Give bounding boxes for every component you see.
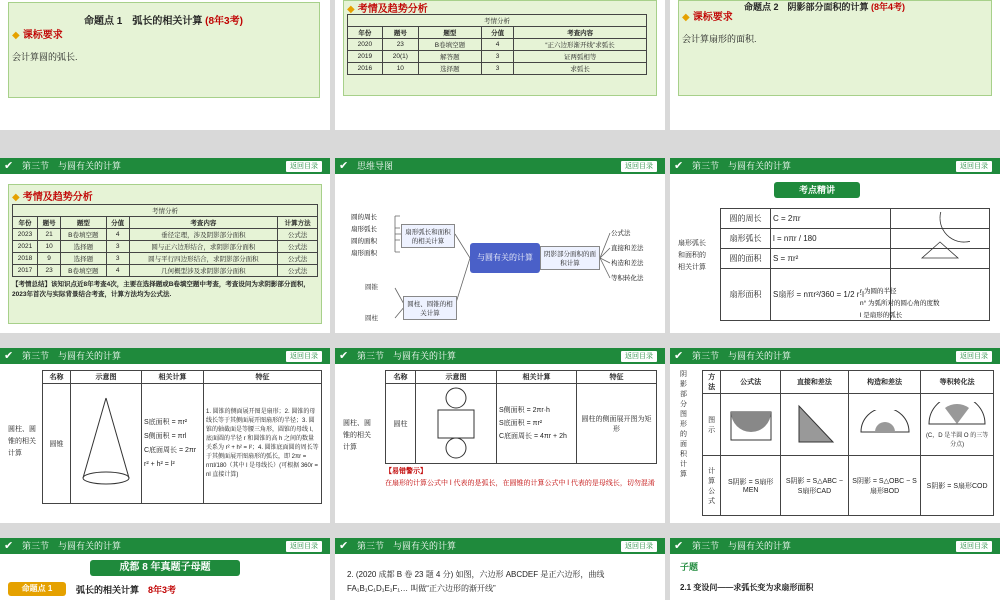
formula-value: C = 2πr	[771, 209, 891, 229]
side-label: 阴影部分图形的面积计算	[680, 371, 687, 478]
back-button[interactable]: 返回目录	[621, 161, 657, 172]
subtitle: 2.1 变设问——求弧长变为求扇形面积	[680, 583, 814, 592]
check-icon: ✔	[4, 160, 14, 172]
table-header-4: 考查内容	[129, 217, 277, 229]
table-header-3: 构造和差法	[848, 371, 920, 394]
back-button[interactable]: 返回目录	[621, 541, 657, 552]
table-cell: 圆与正六边形结合，求阴影部分面积	[129, 241, 277, 253]
formula-label: 扇形弧长	[721, 229, 771, 249]
tag: 子题	[680, 562, 699, 572]
table-cell: 证两弧相等	[514, 51, 647, 63]
slide-header: ✔ 第三节 与圆有关的计算 返回目录	[670, 348, 1000, 364]
table-cell: 10	[38, 241, 61, 253]
slide-7[interactable]	[0, 348, 330, 523]
bottom-item-cylinder: 圆柱	[365, 315, 378, 322]
slide-3[interactable]	[670, 0, 1000, 130]
table-header-1: 示意图	[416, 371, 497, 384]
table-header-0: 方法	[703, 371, 721, 394]
slide-10[interactable]	[0, 538, 330, 600]
table-cell: 选择题	[61, 253, 106, 265]
table-cell: 公式法	[278, 241, 318, 253]
req-text: 会计算圆的弧长.	[12, 52, 78, 62]
table-row	[13, 253, 318, 265]
center-node: 与圆有关的计算	[470, 243, 540, 273]
table-cell: 选择题	[61, 241, 106, 253]
formula-value: S = πr²	[771, 249, 891, 269]
method-diagram-3	[857, 410, 913, 438]
check-icon: ✔	[339, 350, 349, 362]
node-sector: 扇形弧长和面积的相关计算	[401, 224, 455, 248]
left-list	[351, 212, 395, 260]
section-title: ◆ 考情及趋势分析	[12, 192, 93, 203]
table-cell: 3	[481, 51, 513, 63]
node-cylinder-cone: 圆柱、圆锥的相关计算	[403, 296, 457, 320]
table-header-2: 题型	[61, 217, 106, 229]
table-cell: 10	[382, 63, 418, 75]
table-header-2: 直接和差法	[781, 371, 849, 394]
req-text: 会计算扇形的面积.	[682, 34, 757, 44]
point-title: 命题点 1 弧长的相关计算 (8年3考)	[84, 16, 243, 27]
table-cell: 4	[481, 39, 513, 51]
table-header-0: 名称	[43, 371, 71, 384]
table-header-3: 特征	[577, 371, 657, 384]
table-cell: 4	[106, 265, 129, 277]
table-cell: 2018	[13, 253, 38, 265]
bottom-item-cone: 圆锥	[365, 284, 378, 291]
warn-text: 在扇形的计算公式中 l 代表的是弧长，在圆锥的计算公式中 l 代表的是母线长，切勿混淆	[385, 480, 655, 487]
table-caption: 考情分析	[13, 205, 318, 217]
check-icon: ✔	[674, 160, 684, 172]
table-caption: 考情分析	[348, 15, 647, 27]
table-cell: 公式法	[278, 253, 318, 265]
banner: 考点精讲	[774, 182, 860, 198]
check-icon: ✔	[674, 540, 684, 552]
table-header-2: 题型	[418, 27, 481, 39]
table-cell: 求弧长	[514, 63, 647, 75]
calc-line: S底面积 = πr²	[499, 420, 543, 427]
table-cell: 2021	[13, 241, 38, 253]
calc-line: C底面周长 = 2πr	[144, 446, 197, 454]
row-label-diagram: 图示	[703, 394, 721, 456]
check-icon: ✔	[339, 540, 349, 552]
table-cell: 2016	[348, 63, 383, 75]
check-icon: ✔	[4, 540, 14, 552]
back-button[interactable]: 返回目录	[956, 161, 992, 172]
table-cell: 公式法	[278, 265, 318, 277]
table-row	[348, 63, 647, 75]
formula-value: S扇形 = nπr²/360 = 1/2 r·l	[771, 269, 891, 321]
mind-leaf: 扇形弧长	[351, 226, 377, 233]
formula-4: S阴影 = S扇形COD	[921, 456, 994, 516]
table-cell: B卷填空题	[418, 39, 481, 51]
method-diagram-2	[789, 402, 839, 446]
side-label: 圆柱、圆锥的相关计算	[8, 426, 36, 457]
table-cell: 9	[38, 253, 61, 265]
formula-label: 扇形面积	[721, 269, 771, 321]
calc-line: S侧面积 = 2πr·h	[499, 407, 550, 414]
slide-header: ✔ 思维导图 返回目录	[335, 158, 665, 174]
table-cell: 23	[38, 265, 61, 277]
slide-header: ✔ 第三节 与圆有关的计算 返回目录	[670, 158, 1000, 174]
slide-header: ✔ 第三节 与圆有关的计算 返回目录	[335, 538, 665, 554]
row-name: 圆柱	[386, 384, 416, 464]
cylinder-diagram	[418, 386, 494, 460]
table-cell: 2017	[13, 265, 38, 277]
slide-8[interactable]	[335, 348, 665, 523]
check-icon: ✔	[339, 160, 349, 172]
feature-cell: 1. 圆锥的侧面展开图是扇形；2. 圆锥的母线长等于其侧面展开图扇形的半径；3. 圆锥的轴截面是等腰三角形，圆锥的母线 l、底面圆的半径 r 和圆锥的高 h 之间的数量关系为 r² + h² = l²；4. 圆锥底面圆的周长等于其侧面展开图扇形的弧长，即 2πr = nπl/180（其中 l 是母线长）(可根据 360r = nl 直接计算)	[204, 384, 322, 504]
formula-label: 圆的周长	[721, 209, 771, 229]
diamond-icon: ◆	[347, 4, 355, 15]
slide-6[interactable]	[670, 158, 1000, 333]
right-list	[611, 226, 661, 286]
method-table	[702, 370, 994, 516]
table-cell: B卷填空题	[61, 265, 106, 277]
table-header-3: 分值	[106, 217, 129, 229]
table-cell: 20(1)	[382, 51, 418, 63]
table-cell: 圆与平行四边形结合，求阴影部分面积	[129, 253, 277, 265]
calc-line: S侧面积 = πrl	[144, 432, 187, 440]
exam-table	[12, 204, 318, 277]
slide-11[interactable]	[335, 538, 665, 600]
table-header-3: 特征	[204, 371, 322, 384]
mind-leaf: 公式法	[611, 230, 631, 237]
table-header-2: 相关计算	[142, 371, 204, 384]
formula-label: 圆的面积	[721, 249, 771, 269]
banner: 成都 8 年真题子母题	[90, 560, 240, 576]
table-cell: “正六边形渐开线”求弧长	[514, 39, 647, 51]
table-header-1: 公式法	[721, 371, 781, 394]
warn-title: 【易错警示】	[385, 468, 427, 475]
slide-header: ✔ 第三节 与圆有关的计算 返回目录	[0, 348, 330, 364]
calc-line: S底面积 = πr²	[144, 418, 188, 426]
table-header-1: 题号	[38, 217, 61, 229]
slide-2[interactable]	[335, 0, 665, 130]
method-diagram-4	[925, 402, 989, 428]
node-shadow: 阴影部分面积的面积计算	[540, 246, 600, 270]
row-label-formula: 计算公式	[703, 456, 721, 516]
table-header-2: 相关计算	[497, 371, 577, 384]
slide-header: ✔ 第三节 与圆有关的计算 返回目录	[670, 538, 1000, 554]
method-note: (C，D 是半圆 O 的三等分点)	[925, 432, 989, 448]
slide-header: ✔ 第三节 与圆有关的计算 返回目录	[335, 348, 665, 364]
table-cell: 23	[382, 39, 418, 51]
back-button[interactable]: 返回目录	[956, 351, 992, 362]
table-cell: 垂径定理，涉及阴影部分面积	[129, 229, 277, 241]
mind-leaf: 直接和差法	[611, 245, 644, 252]
mind-leaf: 圆的面积	[351, 238, 377, 245]
table-header-1: 示意图	[71, 371, 142, 384]
slide-4[interactable]	[0, 158, 330, 333]
mind-leaf: 圆的周长	[351, 214, 377, 221]
table-row	[13, 265, 318, 277]
slide-1[interactable]	[0, 0, 330, 130]
formula-value: l = nπr / 180	[771, 229, 891, 249]
table-header-1: 题号	[382, 27, 418, 39]
table-row	[348, 51, 647, 63]
calc-cell	[497, 384, 577, 464]
note-line: l 是扇形的弧长	[860, 312, 903, 319]
table-header-4: 等积转化法	[921, 371, 994, 394]
req-title: ◆ 课标要求	[682, 12, 733, 23]
table-cell: 3	[481, 63, 513, 75]
side-label: 圆柱、圆锥的相关计算	[343, 420, 371, 451]
formula-3: S阴影 = S△OBC − S扇形BOD	[848, 456, 920, 516]
mind-leaf: 等积转化法	[611, 275, 644, 282]
table-header-3: 分值	[481, 27, 513, 39]
sector-diagram	[910, 212, 970, 262]
table-cell: 21	[38, 229, 61, 241]
feature-cell: 圆柱的侧面展开图为矩形	[577, 384, 657, 464]
mind-leaf: 扇形面积	[351, 250, 377, 257]
table-cell: B卷填空题	[61, 229, 106, 241]
calc-line: r² + h² = l²	[144, 460, 175, 468]
table-row	[348, 39, 647, 51]
table-row	[13, 241, 318, 253]
tag: 命题点 1	[8, 582, 66, 596]
cone-table	[42, 370, 322, 504]
notes	[860, 286, 995, 322]
mind-leaf: 构造和差法	[611, 260, 644, 267]
summary-text: 【考情总结】该知识点近8年考查4次，主要在选择题或B卷填空题中考查，考查设问为求阴影部分面积，2023年首次与实际背景结合考查，计算方法均为公式法.	[12, 281, 310, 298]
cone-diagram	[73, 388, 139, 498]
row-name: 圆锥	[43, 384, 71, 504]
table-cell: 3	[106, 241, 129, 253]
slide-12[interactable]	[670, 538, 1000, 600]
table-header-0: 名称	[386, 371, 416, 384]
exam-table	[347, 14, 647, 75]
table-cell: 几何概型涉及求阴影部分面积	[129, 265, 277, 277]
table-cell: 公式法	[278, 229, 318, 241]
req-title: ◆ 课标要求	[12, 30, 63, 41]
back-button[interactable]: 返回目录	[286, 351, 322, 362]
method-diagram-1	[725, 404, 777, 444]
slide-header: ✔ 第三节 与圆有关的计算 返回目录	[0, 158, 330, 174]
check-icon: ✔	[4, 350, 14, 362]
back-button[interactable]: 返回目录	[621, 351, 657, 362]
check-icon: ✔	[674, 350, 684, 362]
formula-1: S阴影 = S扇形MEN	[721, 456, 781, 516]
back-button[interactable]: 返回目录	[286, 161, 322, 172]
table-header-0: 年份	[348, 27, 383, 39]
table-cell: 解答题	[418, 51, 481, 63]
table-header-4: 考查内容	[514, 27, 647, 39]
table-cell: 选择题	[418, 63, 481, 75]
table-cell: 2019	[348, 51, 383, 63]
table-header-5: 计算方法	[278, 217, 318, 229]
diamond-icon: ◆	[12, 192, 20, 203]
side-label: 扇形弧长和面积的相关计算	[678, 240, 706, 271]
back-button[interactable]: 返回目录	[956, 541, 992, 552]
table-cell: 2023	[13, 229, 38, 241]
diamond-icon: ◆	[682, 12, 690, 23]
slide-5[interactable]	[335, 158, 665, 333]
question-text: 2. (2020 成都 B 卷 23 题 4 分) 如图，六边形 ABCDEF 是正六边形，曲线 FA₁B₁C₁D₁E₁F₁… 叫做“正六边形的渐开线”	[347, 570, 605, 593]
formula-2: S阴影 = S△ABC − S扇形CAD	[781, 456, 849, 516]
cylinder-table	[385, 370, 657, 464]
note-line: r 为圆的半径	[860, 288, 897, 295]
back-button[interactable]: 返回目录	[286, 541, 322, 552]
table-row	[13, 229, 318, 241]
table-cell: 2020	[348, 39, 383, 51]
slide-header: ✔ 第三节 与圆有关的计算 返回目录	[0, 538, 330, 554]
calc-cell	[142, 384, 204, 504]
slide-9[interactable]	[670, 348, 1000, 523]
section-title: ◆ 考情及趋势分析	[347, 4, 428, 15]
calc-line: C底面周长 = 4πr + 2h	[499, 433, 567, 440]
diamond-icon: ◆	[12, 30, 20, 41]
table-header-0: 年份	[13, 217, 38, 229]
note-line: n° 为弧所对的圆心角的度数	[860, 300, 940, 307]
table-cell: 4	[106, 229, 129, 241]
point-title: 命题点 2 阴影部分面积的计算 (8年4考)	[744, 2, 906, 12]
table-cell: 3	[106, 253, 129, 265]
title: 弧长的相关计算 8年3考	[76, 585, 177, 595]
